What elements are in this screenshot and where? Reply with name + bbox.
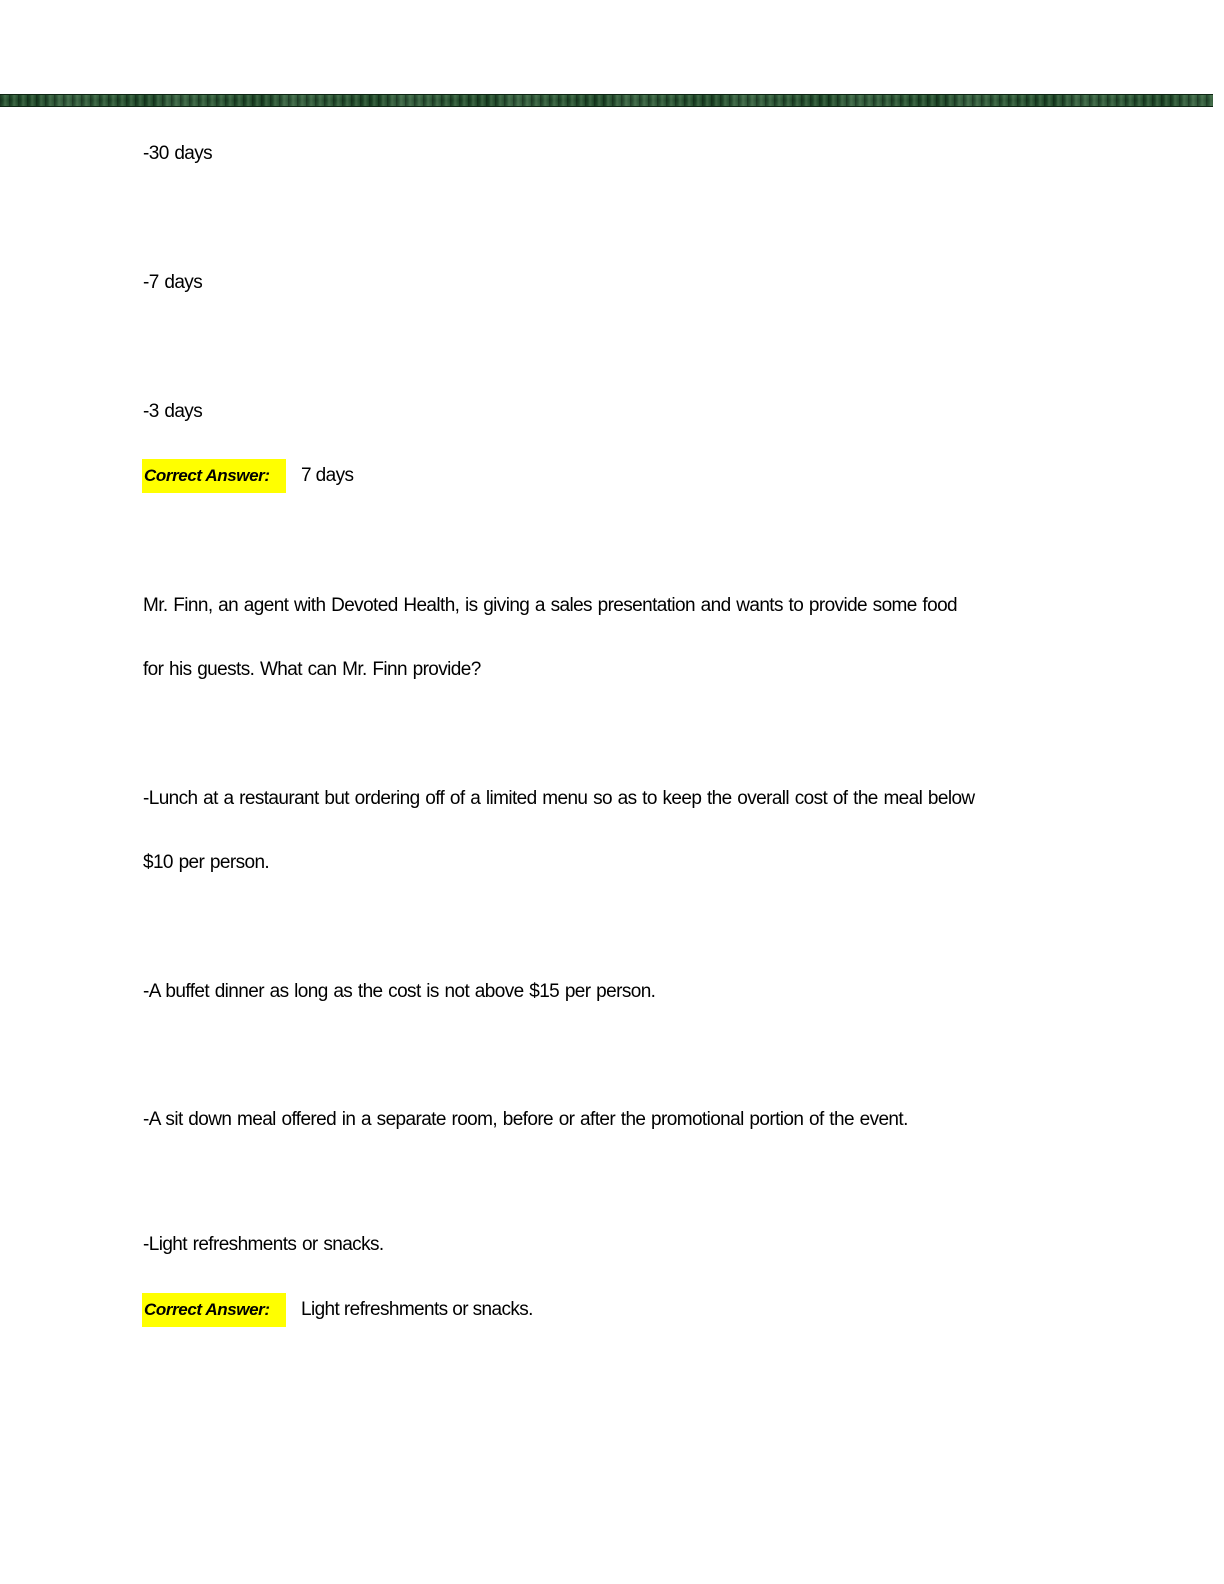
q2-option-1-line-1: -Lunch at a restaurant but ordering off of a limited menu so as to keep the overall cost of the meal below — [143, 788, 975, 809]
q1-option-3-days: -3 days — [143, 401, 203, 422]
correct-answer-label: Correct Answer: — [142, 459, 286, 493]
q2-option-4: -Light refreshments or snacks. — [143, 1234, 384, 1255]
header-decorative-bar — [0, 94, 1213, 107]
q2-option-1-line-2: $10 per person. — [143, 852, 270, 873]
q1-correct-answer — [142, 459, 353, 493]
q2-option-3: -A sit down meal offered in a separate room, before or after the promotional portion of the event. — [143, 1109, 908, 1130]
q2-question-line-1: Mr. Finn, an agent with Devoted Health, is giving a sales presentation and wants to provide some food — [143, 595, 957, 616]
q1-option-7-days: -7 days — [143, 272, 203, 293]
q2-option-2: -A buffet dinner as long as the cost is not above $15 per person. — [143, 981, 656, 1002]
correct-answer-label: Correct Answer: — [142, 1293, 286, 1327]
q2-question-line-2: for his guests. What can Mr. Finn provide? — [143, 659, 481, 680]
q2-correct-answer — [142, 1293, 533, 1327]
correct-answer-value: 7 days — [301, 465, 354, 486]
correct-answer-value: Light refreshments or snacks. — [301, 1299, 533, 1320]
q1-option-30-days: -30 days — [143, 143, 213, 164]
